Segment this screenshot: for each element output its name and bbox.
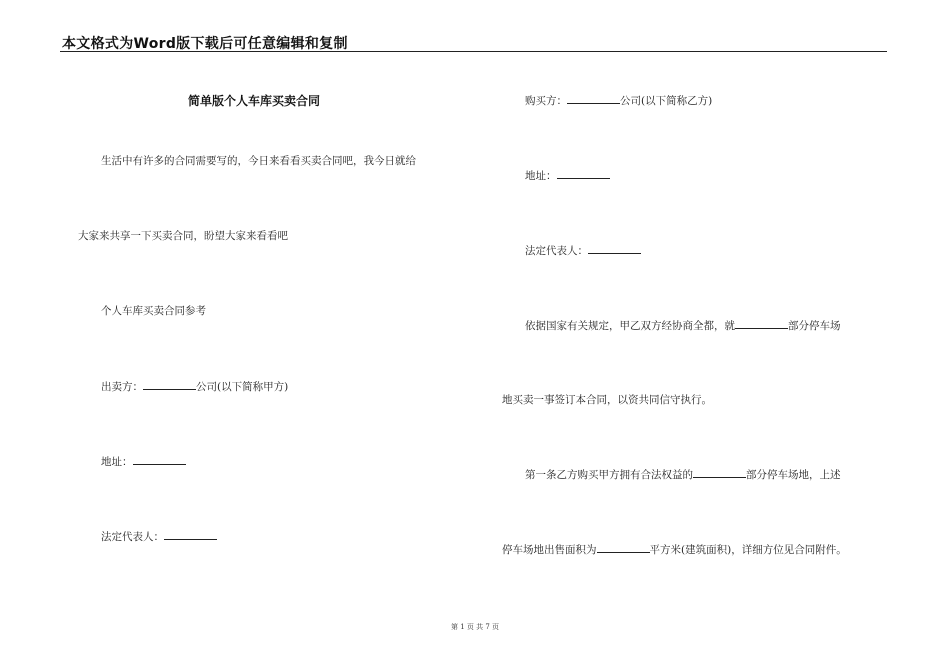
area-blank [597,542,650,553]
buyer-address-line [525,168,610,183]
seller-name-blank [143,379,196,390]
buyer-rep-blank [588,243,641,254]
article-1-parking-blank [693,467,746,478]
seller-rep-label: 法定代表人： [101,531,164,543]
buyer-rep-line [525,243,641,258]
seller-address-line [101,454,186,469]
contract-subtitle: 个人车库买卖合同参考 [101,305,206,317]
seller-address-label: 地址： [101,456,133,468]
article-1-line-1 [525,467,841,482]
buyer-address-blank [557,168,610,179]
article-1-suffix: 部分停车场地，上述 [746,469,841,481]
seller-rep-blank [164,529,217,540]
article-1-line-2 [502,542,847,557]
basis-suffix: 部分停车场 [788,320,841,332]
basis-paragraph-line-1 [525,318,841,333]
buyer-address-label: 地址： [525,170,557,182]
article-1-cont-suffix: 平方米(建筑面积)，详细方位见合同附件。 [649,544,847,556]
parking-portion-blank [735,318,788,329]
buyer-name-blank [567,93,620,104]
basis-prefix: 依据国家有关规定，甲乙双方经协商全都，就 [525,320,735,332]
buyer-rep-label: 法定代表人： [525,245,588,257]
header-divider [60,51,887,52]
page-number: 第 1 页 共 7 页 [450,623,500,631]
intro-paragraph-line-1: 生活中有许多的合同需要写的，今日来看看买卖合同吧，我今日就给 [101,155,416,167]
seller-label: 出卖方： [101,381,143,393]
seller-rep-line [101,529,217,544]
basis-paragraph-line-2: 地买卖一事签订本合同，以资共同信守执行。 [502,394,712,406]
seller-address-blank [133,454,186,465]
article-1-prefix: 第一条乙方购买甲方拥有合法权益的 [525,469,693,481]
article-1-cont-prefix: 停车场地出售面积为 [502,544,597,556]
document-title: 简单版个人车库买卖合同 [188,94,321,108]
buyer-suffix: 公司(以下简称乙方) [620,95,713,107]
download-banner: 本文格式为Word版下载后可任意编辑和复制 [62,36,348,52]
buyer-label: 购买方： [525,95,567,107]
intro-paragraph-line-2: 大家来共享一下买卖合同，盼望大家来看看吧 [78,230,288,242]
buyer-line [525,93,712,108]
seller-suffix: 公司(以下简称甲方) [196,381,289,393]
seller-line [101,379,288,394]
